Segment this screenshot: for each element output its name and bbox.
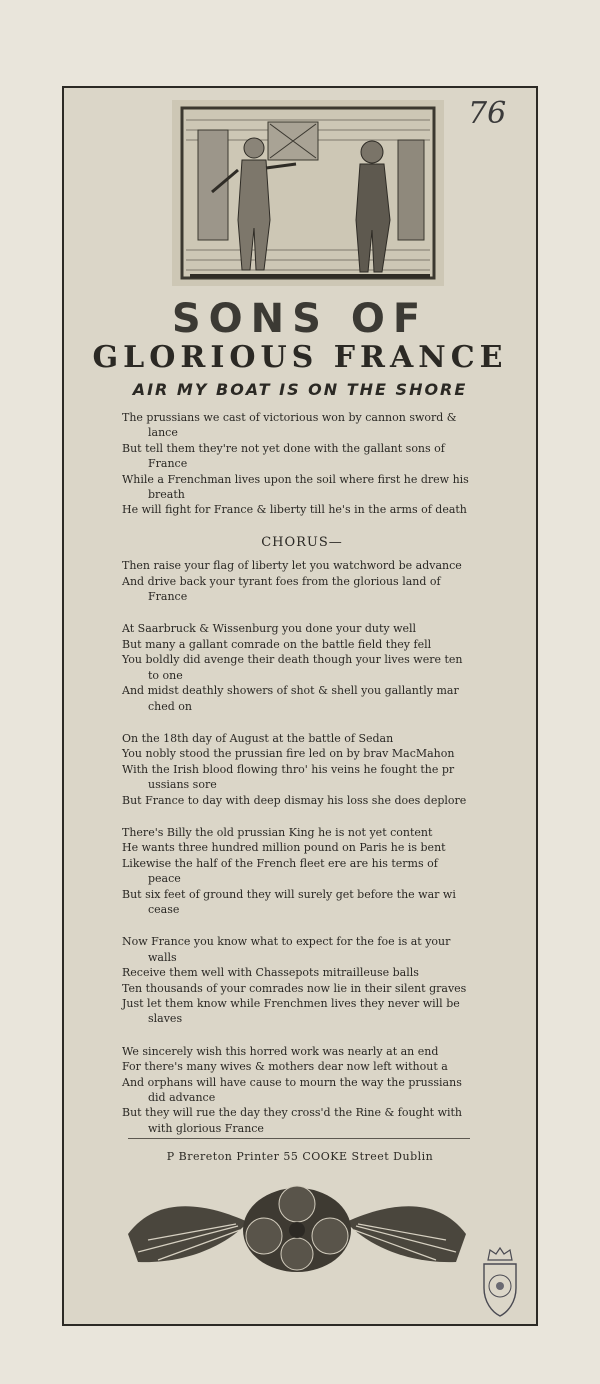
stanza-1 — [116, 410, 488, 518]
verse-line: At Saarbruck & Wissenburg you done your duty well — [122, 622, 417, 636]
divider-rule — [128, 1138, 470, 1139]
verse-line: Then raise your flag of liberty let you watchword be advance — [122, 559, 462, 573]
handwritten-number: 76 — [468, 96, 507, 131]
verse-line: On the 18th day of August at the battle of Sedan — [122, 731, 394, 745]
printer-imprint: P Brereton Printer 55 COOKE Street Dublin — [166, 1150, 434, 1163]
air-subtitle: AIR MY BOAT IS ON THE SHORE — [132, 380, 468, 399]
verse-line: You boldly did avenge their death though your lives were ten — [122, 653, 463, 667]
verse-turnover: France — [148, 590, 188, 604]
broadside-sheet — [62, 86, 538, 1326]
stanza-6 — [116, 1044, 488, 1136]
verse-turnover: to one — [148, 668, 183, 682]
verse-turnover: slaves — [148, 1012, 183, 1026]
verse-line: But they will rue the day they cross'd the Rine & fought with — [122, 1106, 463, 1120]
verse-line: For there's many wives & mothers dear now left without a — [122, 1060, 448, 1074]
verse-turnover: walls — [148, 950, 177, 964]
title-line-2: GLORIOUS FRANCE — [92, 340, 508, 375]
library-stamp — [470, 1246, 530, 1318]
verse-line: While a Frenchman lives upon the soil where first he drew his — [122, 472, 469, 486]
verse-turnover: ched on — [148, 699, 192, 713]
verse-line: There's Billy the old prussian King he is not yet content — [122, 825, 433, 839]
verse-line: And midst deathly showers of shot & shell you gallantly mar — [122, 684, 459, 698]
verse-line: But France to day with deep dismay his loss she does deplore — [122, 793, 467, 807]
verse-line: But six feet of ground they will surely get before the war wi — [122, 887, 456, 901]
verse-turnover: cease — [148, 902, 180, 916]
verse-line: He wants three hundred million pound on Paris he is bent — [122, 841, 446, 855]
verse-line: You nobly stood the prussian fire led on by brav MacMahon — [122, 747, 455, 761]
woodcut-illustration — [172, 100, 444, 286]
stanza-4 — [116, 825, 488, 917]
verse-turnover: did advance — [148, 1091, 216, 1105]
verses-block — [116, 410, 488, 1153]
verse-line: Likewise the half of the French fleet ere are his terms of — [122, 856, 438, 870]
verse-turnover: lance — [148, 426, 178, 440]
verse-turnover: ussians sore — [148, 778, 217, 792]
verse-turnover: France — [148, 457, 188, 471]
verse-line: Ten thousands of your comrades now lie in their silent graves — [122, 981, 467, 995]
verse-turnover: with glorious France — [148, 1121, 264, 1135]
verse-line: He will fight for France & liberty till he's in the arms of death — [122, 503, 467, 517]
chorus-heading: CHORUS— — [261, 534, 343, 550]
verse-line: Receive them well with Chassepots mitrailleuse balls — [122, 966, 419, 980]
verse-line: And orphans will have cause to mourn the way the prussians — [122, 1075, 462, 1089]
verse-line: With the Irish blood flowing thro' his veins he fought the pr — [122, 762, 455, 776]
verse-line: But many a gallant comrade on the battle field they fell — [122, 637, 432, 651]
verse-line: And drive back your tyrant foes from the glorious land of — [122, 574, 441, 588]
title-line-1: SONS OF — [171, 296, 429, 342]
verse-turnover: breath — [148, 488, 185, 502]
stanza-chorus — [116, 558, 488, 604]
stanza-2 — [116, 621, 488, 713]
stanza-5 — [116, 934, 488, 1026]
verse-line: But tell them they're not yet done with the gallant sons of — [122, 441, 445, 455]
verse-line: The prussians we cast of victorious won by cannon sword & — [122, 411, 457, 424]
verse-line: We sincerely wish this horred work was nearly at an end — [122, 1044, 439, 1058]
verse-line: Just let them know while Frenchmen lives they never will be — [122, 997, 460, 1010]
stanza-3 — [116, 731, 488, 808]
verse-line: Now France you know what to expect for the foe is at your — [122, 935, 451, 949]
foliage-ornament — [118, 1174, 476, 1284]
verse-turnover: peace — [148, 872, 181, 886]
